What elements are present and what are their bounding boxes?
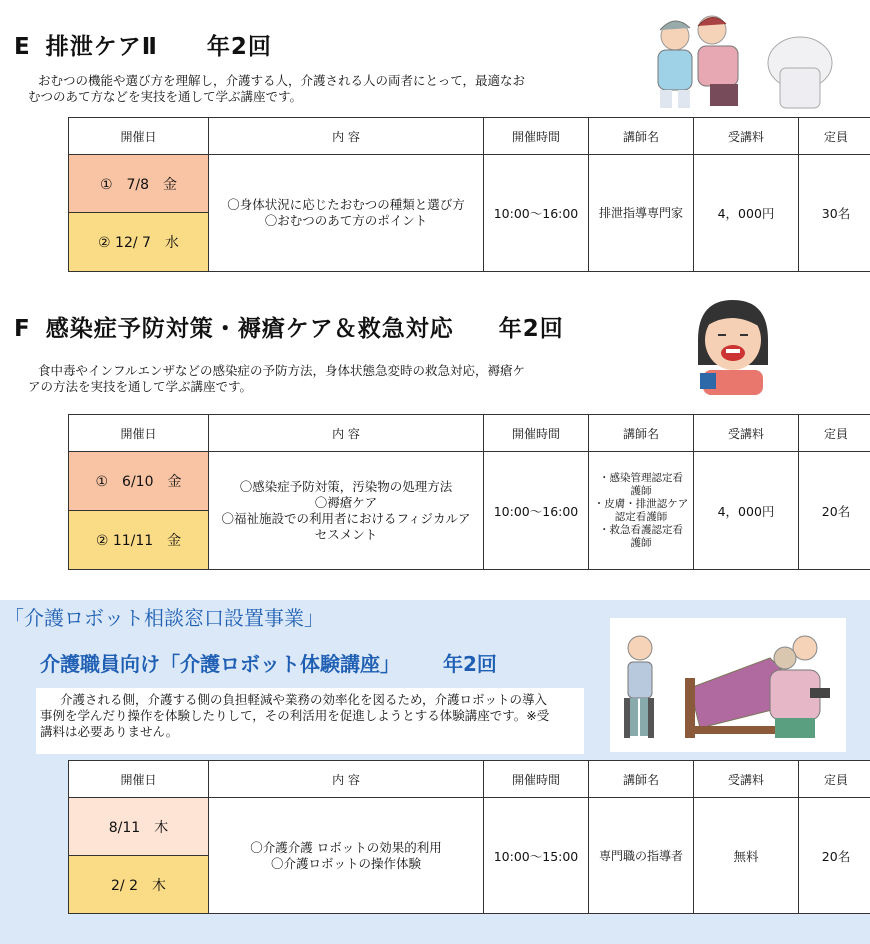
robot-course-frequency: 年2回 <box>442 652 497 676</box>
teacher-line: 護師 <box>630 484 652 497</box>
date-cell: 8/11 木 <box>69 798 209 856</box>
table-header-row <box>69 415 870 452</box>
teacher-line: ・感染管理認定看 <box>599 471 683 484</box>
header-time: 開催時間 <box>484 415 589 452</box>
header-date: 開催日 <box>69 761 209 798</box>
robot-desc-line: 講料は必要ありません。 <box>40 724 179 739</box>
content-line: 〇感染症予防対策，汚染物の処理方法 <box>239 478 453 494</box>
section-e-desc-line: おむつの機能や選び方を理解し，介護する人，介護される人の両者にとって，最適なお <box>38 73 526 88</box>
date-cell: ② 11/11 金 <box>69 511 209 570</box>
robot-description <box>36 688 584 754</box>
teacher-cell: 専門職の指導者 <box>589 798 694 914</box>
robot-desc-line: 介護される側，介護する側の負担軽減や業務の効率化を図るため，介護ロボットの導入 <box>60 692 548 707</box>
section-f-table <box>68 414 870 570</box>
toilet-care-illustration <box>640 8 840 112</box>
content-line: 〇褥瘡ケア <box>314 494 378 510</box>
date-cell: 2/ 2 木 <box>69 856 209 914</box>
section-f-frequency: 年2回 <box>498 316 564 342</box>
section-e-heading <box>14 28 272 61</box>
section-e-letter: E <box>14 34 31 60</box>
robot-table <box>68 760 870 914</box>
teacher-line: ・救急看護認定看 <box>599 523 683 536</box>
header-teacher: 講師名 <box>589 415 694 452</box>
section-e-frequency: 年2回 <box>206 34 272 60</box>
table-header-row <box>69 118 870 155</box>
robot-course-title: 介護職員向け「介護ロボット体験講座」 <box>40 652 400 676</box>
content-line: 〇おむつのあて方のポイント <box>264 213 428 228</box>
section-f-desc-line: 食中毒やインフルエンザなどの感染症の予防方法，身体状態急変時の救急対応，褥瘡ケ <box>38 363 526 378</box>
content-cell <box>209 452 484 570</box>
date-cell: ② 12/ 7 水 <box>69 213 209 272</box>
content-cell <box>209 155 484 272</box>
robot-desc-line: 事例を学んだり操作を体験したりして，その利活用を促進しようとする体験講座です。※受 <box>40 708 550 723</box>
header-teacher: 講師名 <box>589 761 694 798</box>
section-f-desc-line: アの方法を実技を通して学ぶ講座です。 <box>28 379 253 394</box>
header-fee: 受講料 <box>694 415 799 452</box>
fee-cell: 4，000円 <box>694 452 799 570</box>
header-teacher: 講師名 <box>589 118 694 155</box>
date-cell: ① 6/10 金 <box>69 452 209 511</box>
content-line: セスメント <box>314 526 378 542</box>
fee-cell: 4，000円 <box>694 155 799 272</box>
time-cell: 10:00～16:00 <box>484 452 589 570</box>
section-f-description <box>28 363 588 395</box>
header-capacity: 定員 <box>799 761 870 798</box>
capacity-cell: 20名 <box>799 452 870 570</box>
content-line: 〇身体状況に応じたおむつの種類と選び方 <box>227 197 465 212</box>
table-header-row <box>69 761 870 798</box>
robot-project-title: 「介護ロボット相談窓口設置事業」 <box>4 606 324 630</box>
teacher-line: 護師 <box>630 536 652 549</box>
header-capacity: 定員 <box>799 118 870 155</box>
time-cell: 10:00～15:00 <box>484 798 589 914</box>
table-row <box>69 155 870 213</box>
content-line: 〇福祉施設での利用者におけるフィジカルア <box>221 510 471 526</box>
table-row <box>69 452 870 511</box>
header-date: 開催日 <box>69 118 209 155</box>
section-e-description <box>28 73 588 105</box>
section-f-title: 感染症予防対策・褥瘡ケア＆救急対応 <box>45 316 454 342</box>
header-fee: 受講料 <box>694 761 799 798</box>
header-time: 開催時間 <box>484 761 589 798</box>
section-e-desc-line: むつのあて方などを実技を通して学ぶ講座です。 <box>28 89 303 104</box>
capacity-cell: 30名 <box>799 155 870 272</box>
table-row <box>69 798 870 856</box>
section-f-letter: F <box>14 316 31 342</box>
date-cell: ① 7/8 金 <box>69 155 209 213</box>
section-e-table <box>68 117 870 272</box>
sick-person-illustration <box>688 295 778 395</box>
section-e-title: 排泄ケアⅡ <box>45 34 158 60</box>
content-cell <box>209 798 484 914</box>
header-content: 内 容 <box>209 415 484 452</box>
robot-course-heading <box>40 648 497 677</box>
teacher-line: 認定看護師 <box>614 510 668 523</box>
header-capacity: 定員 <box>799 415 870 452</box>
header-time: 開催時間 <box>484 118 589 155</box>
section-f-heading <box>14 310 564 343</box>
fee-cell: 無料 <box>694 798 799 914</box>
header-date: 開催日 <box>69 415 209 452</box>
capacity-cell: 20名 <box>799 798 870 914</box>
teacher-cell: 排泄指導専門家 <box>589 155 694 272</box>
header-content: 内 容 <box>209 761 484 798</box>
time-cell: 10:00～16:00 <box>484 155 589 272</box>
teacher-cell <box>589 452 694 570</box>
header-content: 内 容 <box>209 118 484 155</box>
content-line: 〇介護ロボットの操作体験 <box>270 855 421 871</box>
care-robot-illustration <box>610 618 846 752</box>
header-fee: 受講料 <box>694 118 799 155</box>
content-line: 〇介護介護 ロボットの効果的利用 <box>250 839 442 855</box>
teacher-line: ・皮膚・排泄認ケア <box>593 497 689 510</box>
